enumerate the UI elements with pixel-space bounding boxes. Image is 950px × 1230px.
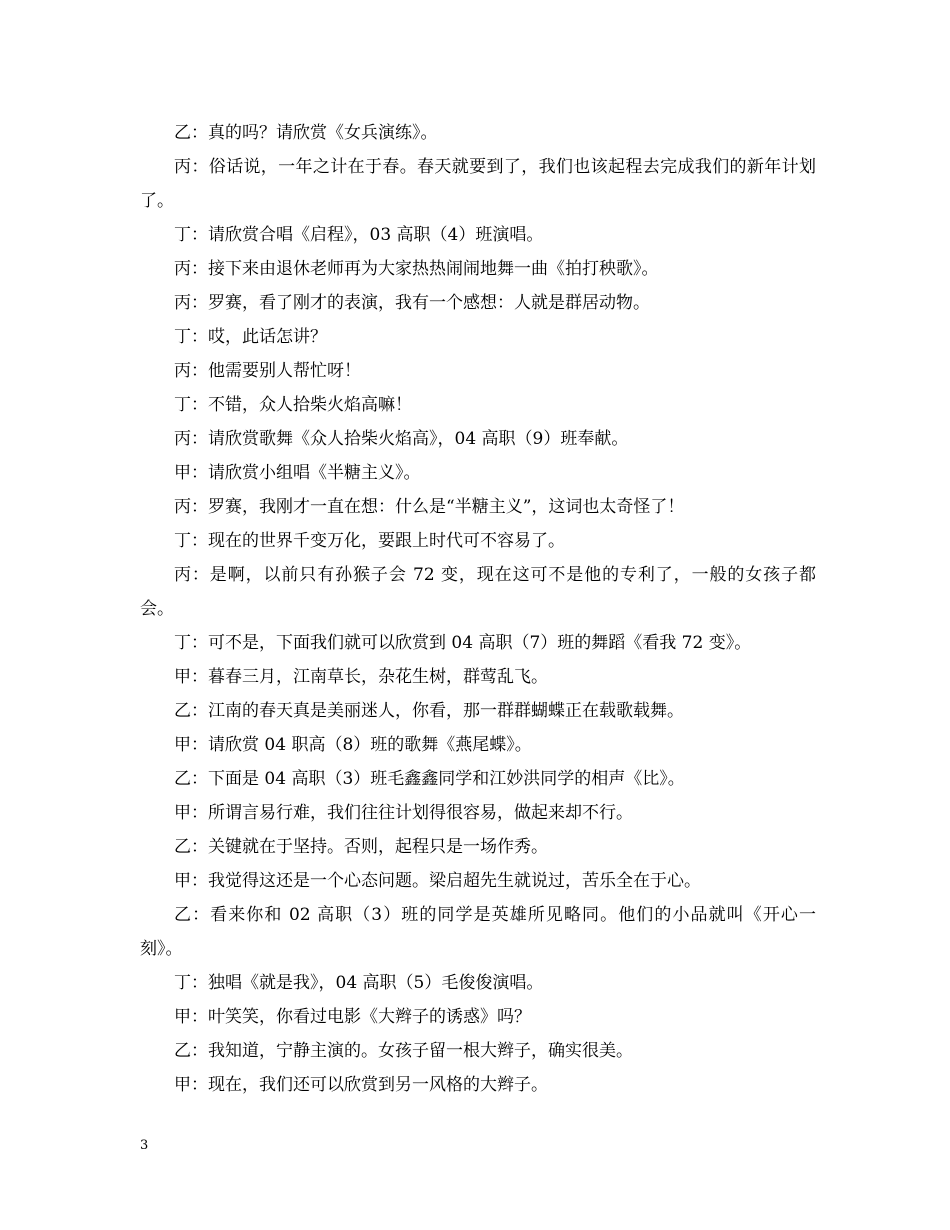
script-body [140, 116, 816, 1102]
dialogue-line: 乙：我知道，宁静主演的。女孩子留一根大辫子，确实很美。 [174, 1041, 633, 1061]
dialogue-line: 丁：哎，此话怎讲？ [174, 327, 327, 347]
dialogue-line: 乙：下面是 04 高职（3）班毛鑫鑫同学和江妙洪同学的相声《比》。 [174, 769, 685, 789]
dialogue-line: 丙：罗赛，我刚才一直在想：什么是“半糖主义”，这词也太奇怪了！ [174, 497, 685, 517]
dialogue-line: 丙：他需要别人帮忙呀！ [174, 361, 361, 381]
dialogue-line: 丁：现在的世界千变万化，要跟上时代可不容易了。 [174, 531, 565, 551]
dialogue-line: 甲：现在，我们还可以欣赏到另一风格的大辫子。 [174, 1075, 548, 1095]
dialogue-line: 甲：叶笑笑，你看过电影《大辫子的诱惑》吗？ [174, 1007, 531, 1027]
dialogue-line: 丁：请欣赏合唱《启程》，03 高职（4）班演唱。 [174, 225, 544, 245]
dialogue-line: 丁：可不是，下面我们就可以欣赏到 04 高职（7）班的舞蹈《看我 72 变》。 [174, 633, 752, 653]
page-number: 3 [140, 1138, 149, 1153]
dialogue-line: 丙：罗赛，看了刚才的表演，我有一个感想：人就是群居动物。 [174, 293, 650, 313]
dialogue-line: 甲：请欣赏 04 职高（8）班的歌舞《燕尾蝶》。 [174, 735, 532, 755]
dialogue-line: 乙：看来你和 02 高职（3）班的同学是英雄所见略同。他们的小品就叫《开心一刻》。 [140, 905, 816, 959]
dialogue-line: 丙：是啊，以前只有孙猴子会 72 变，现在这可不是他的专利了，一般的女孩子都会。 [140, 565, 816, 619]
dialogue-line: 丁：独唱《就是我》，04 高职（5）毛俊俊演唱。 [174, 973, 544, 993]
dialogue-line: 乙：真的吗？请欣赏《女兵演练》。 [174, 123, 438, 143]
dialogue-line: 丙：俗话说，一年之计在于春。春天就要到了，我们也该起程去完成我们的新年计划了。 [140, 157, 816, 211]
dialogue-line: 丁：不错，众人拾柴火焰高嘛！ [174, 395, 412, 415]
dialogue-line: 甲：暮春三月，江南草长，杂花生树，群莺乱飞。 [174, 667, 548, 687]
dialogue-line: 甲：请欣赏小组唱《半糖主义》。 [174, 463, 421, 483]
dialogue-line: 丙：接下来由退休老师再为大家热热闹闹地舞一曲《拍打秧歌》。 [174, 259, 659, 279]
dialogue-line: 甲：我觉得这还是一个心态问题。梁启超先生就说过，苦乐全在于心。 [174, 871, 701, 891]
dialogue-line: 甲：所谓言易行难，我们往往计划得很容易，做起来却不行。 [174, 803, 633, 823]
dialogue-line: 丙：请欣赏歌舞《众人拾柴火焰高》，04 高职（9）班奉献。 [174, 429, 629, 449]
dialogue-line: 乙：关键就在于坚持。否则，起程只是一场作秀。 [174, 837, 548, 857]
dialogue-line: 乙：江南的春天真是美丽迷人，你看，那一群群蝴蝶正在载歌载舞。 [174, 701, 684, 721]
